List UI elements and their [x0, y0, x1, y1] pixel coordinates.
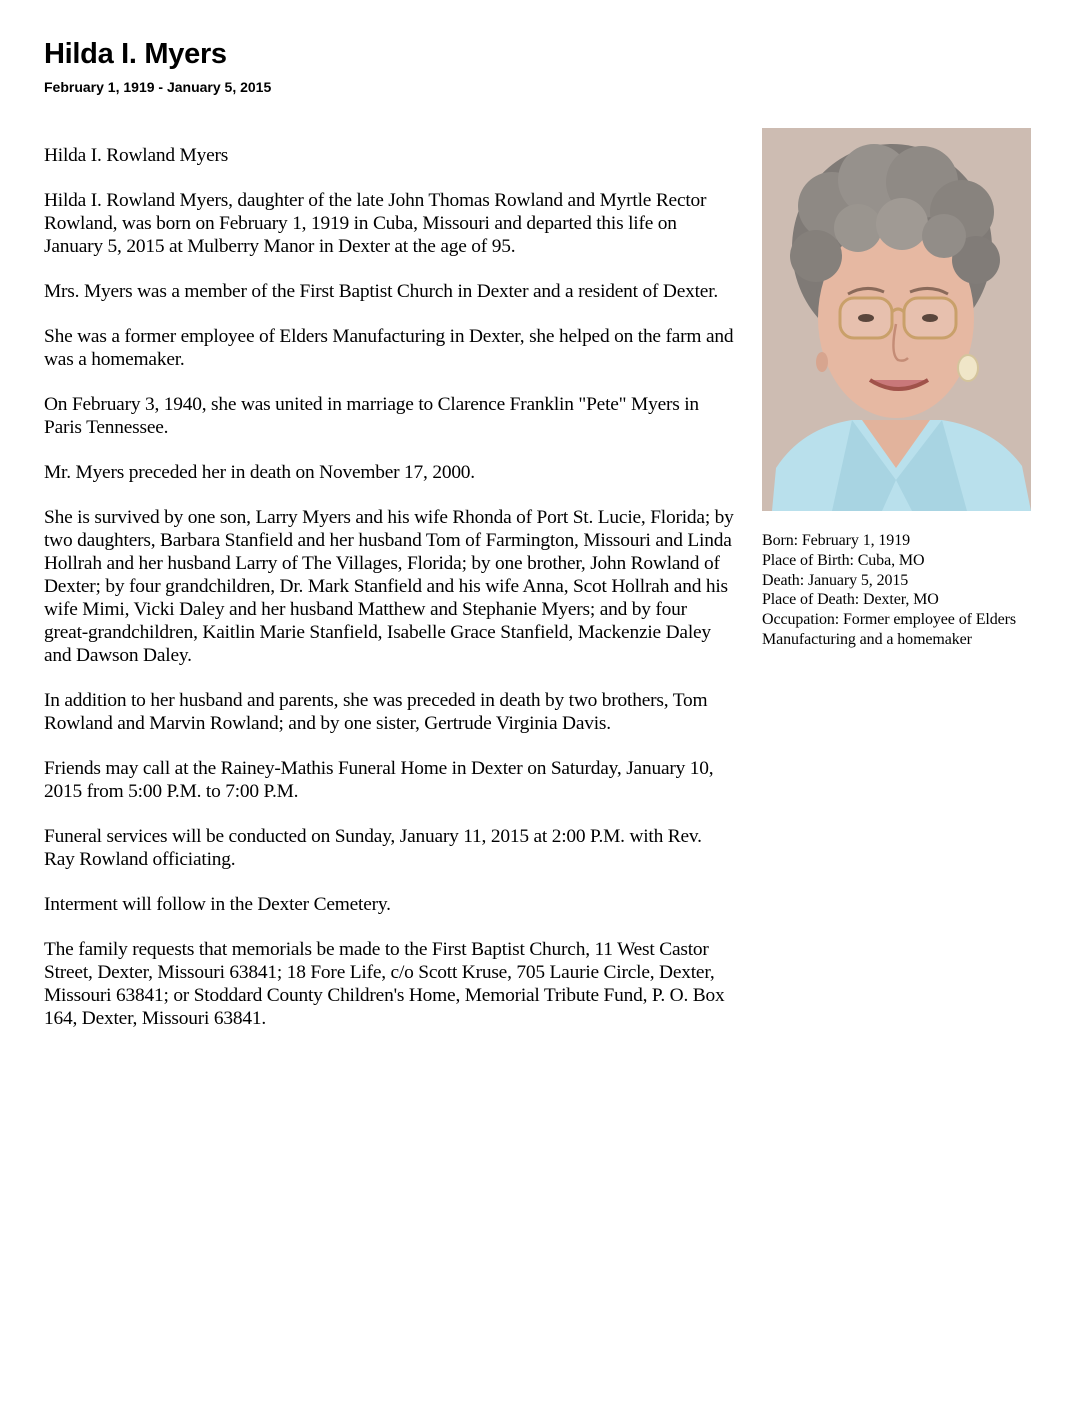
- obituary-name: Hilda I. Myers: [44, 38, 227, 70]
- fact-born: Born: February 1, 1919: [762, 532, 911, 549]
- earring-right: [958, 355, 978, 381]
- life-dates: February 1, 1919 - January 5, 2015: [44, 79, 272, 95]
- obituary-paragraph: Hilda I. Rowland Myers: [44, 145, 229, 166]
- obituary-paragraph: On February 3, 1940, she was united in marriage to Clarence Franklin "Pete" Myers in Paris Tennessee.: [44, 394, 699, 438]
- obituary-paragraph: Friends may call at the Rainey-Mathis Funeral Home in Dexter on Saturday, January 10, 2015 from 5:00 P.M. to 7:00 P.M.: [44, 758, 714, 802]
- obituary-paragraph: She was a former employee of Elders Manufacturing in Dexter, she helped on the farm and was a homemaker.: [44, 326, 734, 370]
- hair-curl: [876, 198, 928, 250]
- hair-curl: [834, 204, 882, 252]
- obituary-paragraph: Hilda I. Rowland Myers, daughter of the late John Thomas Rowland and Myrtle Rector Rowland, was born on February 1, 1919 in Cuba, Missouri and departed this life on January 5, 2015 at Mulberry Manor in Dexter at the age of 95.: [44, 190, 707, 257]
- obituary-body: [44, 144, 734, 1052]
- hair-curl: [790, 230, 842, 282]
- obituary-paragraph: Interment will follow in the Dexter Cemetery.: [44, 894, 391, 915]
- ear-left: [816, 352, 828, 372]
- obituary-paragraph: She is survived by one son, Larry Myers and his wife Rhonda of Port St. Lucie, Florida; by two daughters, Barbara Stanfield and her husband Tom of Farmington, Missouri and Linda Hollrah and her husband Larry of The Villages, Florida; by one brother, John Rowland of Dexter; by four grandchildren, Dr. Mark Stanfield and his wife Anna, Scot Hollrah and his wife Mimi, Vicki Daley and her husband Matthew and Stephanie Myers; and by four great-grandchildren, Kaitlin Marie Stanfield, Isabelle Grace Stanfield, Mackenzie Daley and Dawson Daley.: [44, 507, 734, 666]
- obituary-paragraph: The family requests that memorials be made to the First Baptist Church, 11 West Castor Street, Dexter, Missouri 63841; 18 Fore Life, c/o Scott Kruse, 705 Laurie Circle, Dexter, Missouri 63841; or Stoddard County Children's Home, Memorial Tribute Fund, P. O. Box 164, Dexter, Missouri 63841.: [44, 939, 725, 1029]
- obituary-paragraph: Funeral services will be conducted on Sunday, January 11, 2015 at 2:00 P.M. with Rev. Ray Rowland officiating.: [44, 826, 702, 870]
- vital-facts: [762, 531, 1042, 650]
- hair-curl: [922, 214, 966, 258]
- portrait-photo: [762, 128, 1031, 511]
- portrait-illustration: [762, 128, 1031, 511]
- fact-place-of-birth: Place of Birth: Cuba, MO: [762, 551, 925, 569]
- obituary-paragraph: Mr. Myers preceded her in death on November 17, 2000.: [44, 462, 475, 483]
- fact-occupation: Occupation: Former employee of Elders Manufacturing and a homemaker: [762, 611, 1016, 648]
- eye-left: [858, 314, 874, 322]
- fact-death: Death: January 5, 2015: [762, 571, 909, 589]
- obituary-paragraph: In addition to her husband and parents, she was preceded in death by two brothers, Tom Rowland and Marvin Rowland; and by one sister, Gertrude Virginia Davis.: [44, 690, 708, 734]
- eye-right: [922, 314, 938, 322]
- obituary-paragraph: Mrs. Myers was a member of the First Baptist Church in Dexter and a resident of Dexter.: [44, 281, 719, 302]
- fact-place-of-death: Place of Death: Dexter, MO: [762, 591, 939, 609]
